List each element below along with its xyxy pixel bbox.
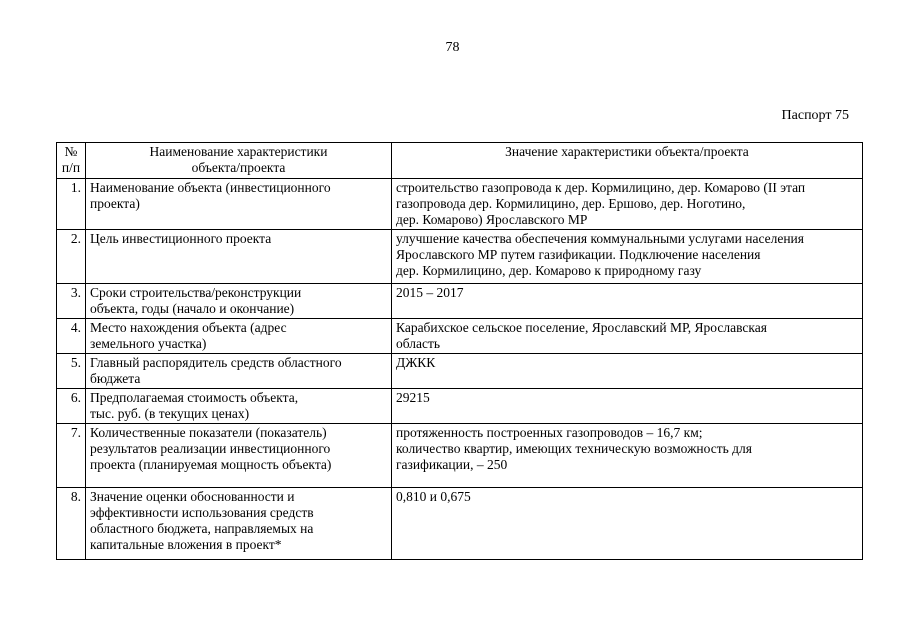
row-value: 2015 – 2017 — [392, 284, 863, 319]
table-row — [57, 424, 863, 488]
table-row — [57, 389, 863, 424]
row-name: Наименование объекта (инвестиционного проекта) — [86, 179, 392, 230]
table-row — [57, 488, 863, 560]
row-number: 3. — [57, 284, 86, 319]
table-row — [57, 179, 863, 230]
row-value: 29215 — [392, 389, 863, 424]
table-row — [57, 230, 863, 284]
row-name: Количественные показатели (показатель) результатов реализации инвестиционного проекта (планируемая мощность объекта) — [86, 424, 392, 488]
header-characteristic-value: Значение характеристики объекта/проекта — [392, 143, 863, 179]
row-number: 1. — [57, 179, 86, 230]
row-number: 4. — [57, 319, 86, 354]
row-number: 7. — [57, 424, 86, 488]
table-row — [57, 354, 863, 389]
row-number: 6. — [57, 389, 86, 424]
row-value: строительство газопровода к дер. Кормилицино, дер. Комарово (II этап газопровода дер. Кормилицино, дер. Ершово, дер. Ноготино, дер. Комарово) Ярославского МР — [392, 179, 863, 230]
row-name: Сроки строительства/реконструкции объекта, годы (начало и окончание) — [86, 284, 392, 319]
row-number: 5. — [57, 354, 86, 389]
row-name: Место нахождения объекта (адрес земельного участка) — [86, 319, 392, 354]
row-value: улучшение качества обеспечения коммунальными услугами населения Ярославского МР путем газификации. Подключение населения дер. Кормилицино, дер. Комарово к природному газу — [392, 230, 863, 284]
row-value: 0,810 и 0,675 — [392, 488, 863, 560]
row-number: 8. — [57, 488, 86, 560]
table-row — [57, 284, 863, 319]
row-name: Цель инвестиционного проекта — [86, 230, 392, 284]
page-number: 78 — [445, 40, 460, 55]
row-name: Значение оценки обоснованности и эффективности использования средств областного бюджета, направляемых на капитальные вложения в проект* — [86, 488, 392, 560]
row-number: 2. — [57, 230, 86, 284]
row-name: Главный распорядитель средств областного бюджета — [86, 354, 392, 389]
row-name: Предполагаемая стоимость объекта, тыс. руб. (в текущих ценах) — [86, 389, 392, 424]
row-value: Карабихское сельское поселение, Ярославский МР, Ярославская область — [392, 319, 863, 354]
passport-table — [56, 142, 863, 560]
row-value: протяженность построенных газопроводов – 16,7 км; количество квартир, имеющих техническую возможность для газификации, – 250 — [392, 424, 863, 488]
header-characteristic-name: Наименование характеристики объекта/проекта — [86, 143, 392, 179]
table-header-row — [57, 143, 863, 179]
header-number: № п/п — [57, 143, 86, 179]
table-row — [57, 319, 863, 354]
passport-label: Паспорт 75 — [781, 108, 849, 123]
row-value: ДЖКК — [392, 354, 863, 389]
